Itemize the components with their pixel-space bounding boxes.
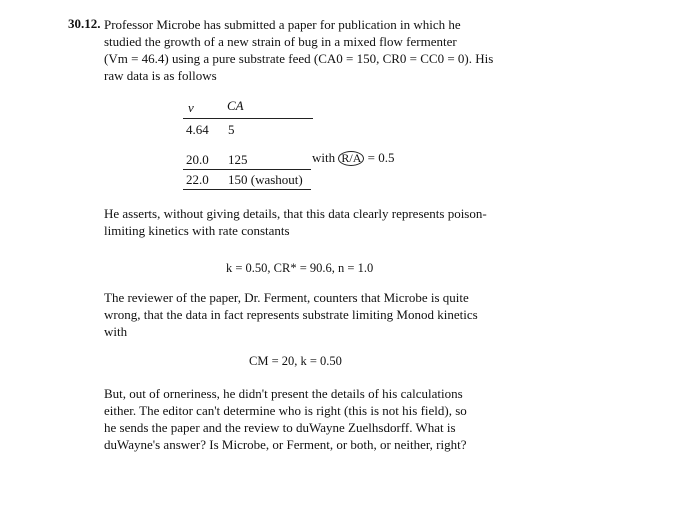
paragraph-reviewer [104,289,524,340]
para4-line-4: duWayne's answer? Is Microbe, or Ferment, or both, or neither, right? [104,437,467,452]
table-cell-ca-1: 5 [228,122,235,137]
para2-line-1: He asserts, without giving details, that this data clearly represents poison- [104,206,487,221]
ratio-circled-label: R/A [338,151,364,166]
table-bottom-rule [183,189,311,190]
table-header-rule [183,118,313,119]
para4-line-3: he sends the paper and the review to duWayne Zuelhsdorff. What is [104,420,456,435]
ratio-note-prefix: with [312,150,336,165]
table-cell-v-3: 22.0 [186,172,209,187]
table-cell-ca-2: 125 [228,152,248,167]
para3-line-2: wrong, that the data in fact represents substrate limiting Monod kinetics [104,307,478,322]
ratio-note-value: = 0.5 [367,150,395,165]
equation-rate-constants-1: k = 0.50, CR* = 90.6, n = 1.0 [226,261,374,275]
table-cell-v-2: 20.0 [186,152,209,167]
paragraph-poison-limiting [104,205,524,239]
paragraph-question [104,385,524,453]
table-cell-v-1: 4.64 [186,122,209,137]
para4-line-2: either. The editor can't determine who is right (this is not his field), so [104,403,467,418]
table-header-ca: CA [227,98,244,113]
para4-line-1: But, out of orneriness, he didn't present the details of his calculations [104,386,463,401]
intro-line-1: Professor Microbe has submitted a paper for publication in which he [104,17,461,32]
para2-line-2: limiting kinetics with rate constants [104,223,290,238]
table-row-rule [183,169,311,170]
para3-line-3: with [104,324,128,339]
table-cell-ca-3: 150 (washout) [228,172,303,187]
problem-intro [104,16,524,84]
ratio-note [312,150,394,166]
intro-line-4: raw data is as follows [104,68,217,83]
table-header-v: v [188,100,194,115]
problem-number: 30.12. [68,16,101,31]
intro-line-3: (Vm = 46.4) using a pure substrate feed (CA0 = 150, CR0 = CC0 = 0). His [104,51,494,66]
intro-line-2: studied the growth of a new strain of bug in a mixed flow fermenter [104,34,457,49]
para3-line-1: The reviewer of the paper, Dr. Ferment, counters that Microbe is quite [104,290,469,305]
equation-monod-constants: CM = 20, k = 0.50 [249,354,342,368]
